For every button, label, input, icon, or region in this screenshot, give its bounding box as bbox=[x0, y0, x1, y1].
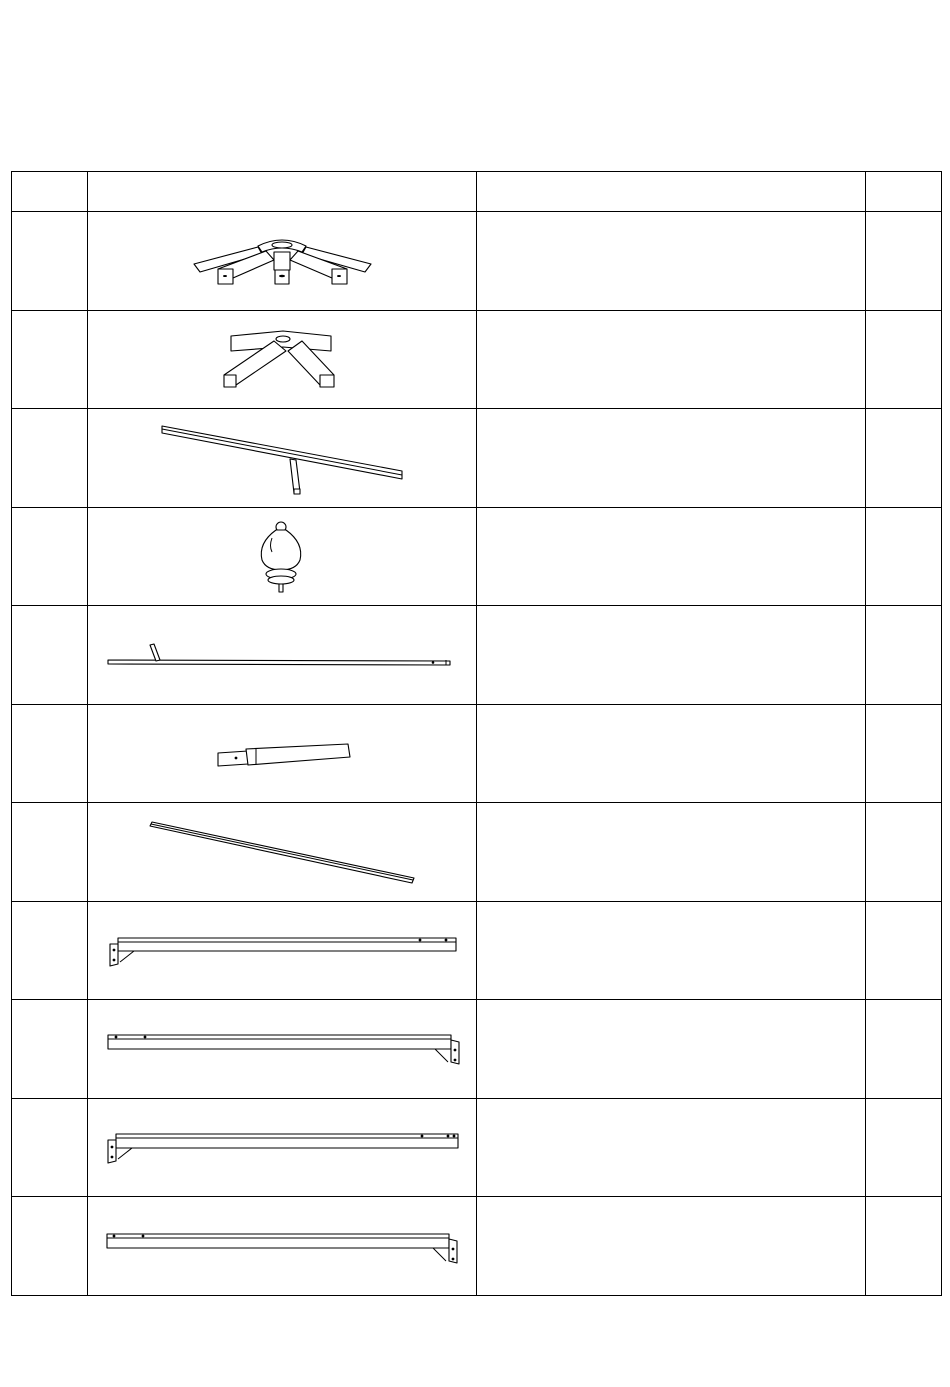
part-image bbox=[88, 212, 477, 311]
table-header-row bbox=[12, 172, 942, 212]
table-row bbox=[12, 212, 942, 311]
part-description bbox=[477, 1197, 866, 1296]
part-number bbox=[12, 1197, 88, 1296]
part-qty bbox=[866, 1197, 942, 1296]
table-row bbox=[12, 310, 942, 409]
part-description bbox=[477, 212, 866, 311]
part-number bbox=[12, 901, 88, 1000]
part-number bbox=[12, 310, 88, 409]
part-qty bbox=[866, 507, 942, 606]
extension-tube-icon bbox=[88, 705, 477, 802]
part-number bbox=[12, 212, 88, 311]
table-row bbox=[12, 803, 942, 902]
part-qty bbox=[866, 901, 942, 1000]
top-center-connector-icon bbox=[88, 212, 477, 309]
part-description bbox=[477, 606, 866, 705]
header-no bbox=[12, 172, 88, 212]
table-row bbox=[12, 1197, 942, 1296]
part-image bbox=[88, 1197, 477, 1296]
part-image bbox=[88, 803, 477, 902]
part-qty bbox=[866, 803, 942, 902]
part-number bbox=[12, 409, 88, 508]
part-image bbox=[88, 901, 477, 1000]
table-row bbox=[12, 409, 942, 508]
part-description bbox=[477, 901, 866, 1000]
part-qty bbox=[866, 704, 942, 803]
finial-cap-icon bbox=[88, 508, 477, 605]
part-description bbox=[477, 409, 866, 508]
part-number bbox=[12, 1000, 88, 1099]
beam-bracket-right-icon bbox=[88, 1197, 477, 1294]
part-number bbox=[12, 507, 88, 606]
table-row bbox=[12, 704, 942, 803]
header-description bbox=[477, 172, 866, 212]
table-row bbox=[12, 1098, 942, 1197]
part-image bbox=[88, 704, 477, 803]
part-image bbox=[88, 606, 477, 705]
part-description bbox=[477, 507, 866, 606]
part-number bbox=[12, 704, 88, 803]
part-description bbox=[477, 803, 866, 902]
roof-rafter-with-strut-icon bbox=[88, 409, 477, 506]
beam-bracket-left-icon bbox=[88, 1099, 477, 1196]
diagonal-rod-icon bbox=[88, 803, 477, 900]
part-qty bbox=[866, 310, 942, 409]
table-row bbox=[12, 606, 942, 705]
part-qty bbox=[866, 606, 942, 705]
part-image bbox=[88, 1000, 477, 1099]
parts-table bbox=[11, 171, 942, 1296]
corner-connector-icon bbox=[88, 311, 477, 408]
part-qty bbox=[866, 409, 942, 508]
part-qty bbox=[866, 1098, 942, 1197]
table-row bbox=[12, 901, 942, 1000]
part-qty bbox=[866, 212, 942, 311]
part-image bbox=[88, 1098, 477, 1197]
part-image bbox=[88, 507, 477, 606]
part-image bbox=[88, 310, 477, 409]
long-rafter-with-hook-icon bbox=[88, 606, 477, 703]
part-image bbox=[88, 409, 477, 508]
beam-bracket-right-icon bbox=[88, 1000, 477, 1097]
part-number bbox=[12, 606, 88, 705]
header-image bbox=[88, 172, 477, 212]
table-row bbox=[12, 507, 942, 606]
header-qty bbox=[866, 172, 942, 212]
part-number bbox=[12, 1098, 88, 1197]
part-description bbox=[477, 1098, 866, 1197]
part-qty bbox=[866, 1000, 942, 1099]
beam-bracket-left-icon bbox=[88, 902, 477, 999]
table-row bbox=[12, 1000, 942, 1099]
part-description bbox=[477, 704, 866, 803]
part-description bbox=[477, 310, 866, 409]
part-description bbox=[477, 1000, 866, 1099]
part-number bbox=[12, 803, 88, 902]
